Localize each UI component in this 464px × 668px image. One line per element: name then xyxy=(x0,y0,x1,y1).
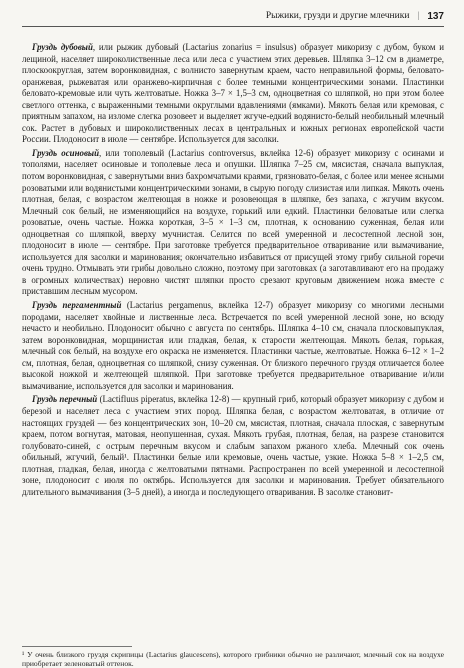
paragraph-text: , или тополевый (Lactarius controversus, вклейка 12-6) образует микоризу с осинами и тополями, населяет осиновые и тополевые леса и опушки. Шляпка 7–25 см, мясистая, сначала выпуклая, потом воронковидная, с завернутыми вниз бахромчатыми краями, грязновато-белая, с более или менее ясными розоватыми или водянистыми концентрическими зонами, в сырую погоду слизистая или липкая. Мякоть очень плотная, белая, с возрастом желтеющая в ножке и розовеющая в шляпке, без запаха, с жгучим вкусом. Млечный сок белый, не изменяющийся на воздухе, горький или едкий. Пластинки беловатые или слегка розоватые, очень частые. Ножка короткая, 3–5 × 1–3 см, плотная, к основанию суженная, белая или одноцветная со шляпкой, вверху мучнистая. Селится по всей умеренной и лесостепной лесной зон, плодоносит в июле — сентябре. При заготовке требуется предварительное отваривание или вымачивание, используется для засолки и маринования; окончательно избавиться от присущей этому грибу сильной горечи очень трудно. Отмывать эти грибы довольно сложно, поэтому при заготовках (а заготавливают его на продажу в огромных количествах) неровно чистят шляпки просто срезают круговым движением ножа вместе с приставшим лесным мусором. xyxy=(22,147,445,297)
footnote-rule xyxy=(22,646,132,647)
paragraph-oak-milkcap xyxy=(22,42,444,146)
paragraph-text: (Lactarius pergamenus, вклейка 12-7) образует микоризу со многими лесными породами, населяет хвойные и лиственные леса. Встречается по всей умеренной лесной зоне, но всюду нечасто и необильно. Плодоносит обычно с августа по сентябрь. Шляпка 4–10 см, сначала плосковыпуклая, затем воронковидная, морщинистая или гладкая, белая, к старости желтеющая. Мякоть белая, горькая, млечный сок белый, на воздухе его окраска не изменяется. Пластинки частые, желтоватые. Ножка 6–12 × 1–2 см, плотная, белая, одноцветная со шляпкой, снизу суженная. От близкого перечного груздя отличается более высокой ножкой и желтеющей шляпкой. При заготовке требуется предварительное отваривание и/или вымачивание, используется для засолки и маринования. xyxy=(22,300,444,391)
header-separator: | xyxy=(417,11,420,21)
footnote: ¹ У очень близкого груздя скрипицы (Lactarius glaucescens), которого грибники обычно не различают, млечный сок на воздухе приобретает зеленоватый оттенок. xyxy=(22,650,444,668)
paragraph-title: Груздь дубовый xyxy=(32,42,93,52)
chapter-title: Рыжики, грузди и другие млечники xyxy=(265,11,410,21)
page-body xyxy=(22,42,444,500)
paragraph-title: Груздь перечный xyxy=(32,394,98,405)
running-header xyxy=(22,6,444,27)
paragraph-title: Груздь пергаментный xyxy=(32,300,122,311)
paragraph-title: Груздь осиновый xyxy=(32,147,100,158)
paragraph-peppery-milkcap xyxy=(22,394,444,498)
paragraph-aspen-milkcap xyxy=(22,148,444,298)
paragraph-text: , или рыжик дубовый (Lactarius zonarius = insulsus) образует микоризу с дубом, буком и лещиной, населяет широколиственные леса или леса с участием этих деревьев. Шляпка 3–12 см в диаметре, плоскоокруглая, затем воронковидная, с волнисто завернутым краем, часто неправильной формы, беловато-оранжевая, рыжеватая или оранжево-кирпичная с более темными концентрическими зонами. Пластинки беловато-кремовые или чуть желтоватые. Ножка 3–7 × 1,5–3 см, одноцветная со шляпкой, но при этом более светлого оттенка, с выраженными темными округлыми вдавлениями (ямками). Мякоть белая или кремовая, с приятным запахом, на изломе слегка розовеет и выделяет жгуче-едкий водянисто-белый необильный млечный сок. Растет в дубовых и широколиственных лесах в центральных и южных регионах европейской части России. Плодоносит в июле — сентябре. Используется для засолки. xyxy=(22,42,445,145)
paragraph-text: (Lactifluus piperatus, вклейка 12-8) — крупный гриб, который образует микоризу с дубом и березой и населяет леса с участием этих пород. Шляпка белая, с возрастом желтоватая, в отличие от настоящих груздей — без концентрических зон, 10–20 см, мясистая, плотная, сначала плоская, с завернутым краем, потом вогнутая, матовая, неопушенная, сухая. Мякоть грубая, плотная, белая, на разрезе становится голубовато-синей, с острым перечным вкусом и слабым запахом ржаного хлеба. Млечный сок очень обильный, жгучий, белый¹. Пластинки белые или кремовые, очень частые, узкие. Ножка 5–8 × 1–2,5 см, плотная, гладкая, белая, иногда с желтоватыми пятнами. Распространен по всей умеренной и лесостепной зоне, плодоносит с июля по октябрь. Используется для засолки и маринования. Требует обязательного длительного вымачивания (3–5 дней), а иногда и последующего отваривания. В засолке становит- xyxy=(22,394,445,497)
paragraph-parchment-milkcap xyxy=(22,300,444,392)
page-number: 137 xyxy=(427,10,444,22)
